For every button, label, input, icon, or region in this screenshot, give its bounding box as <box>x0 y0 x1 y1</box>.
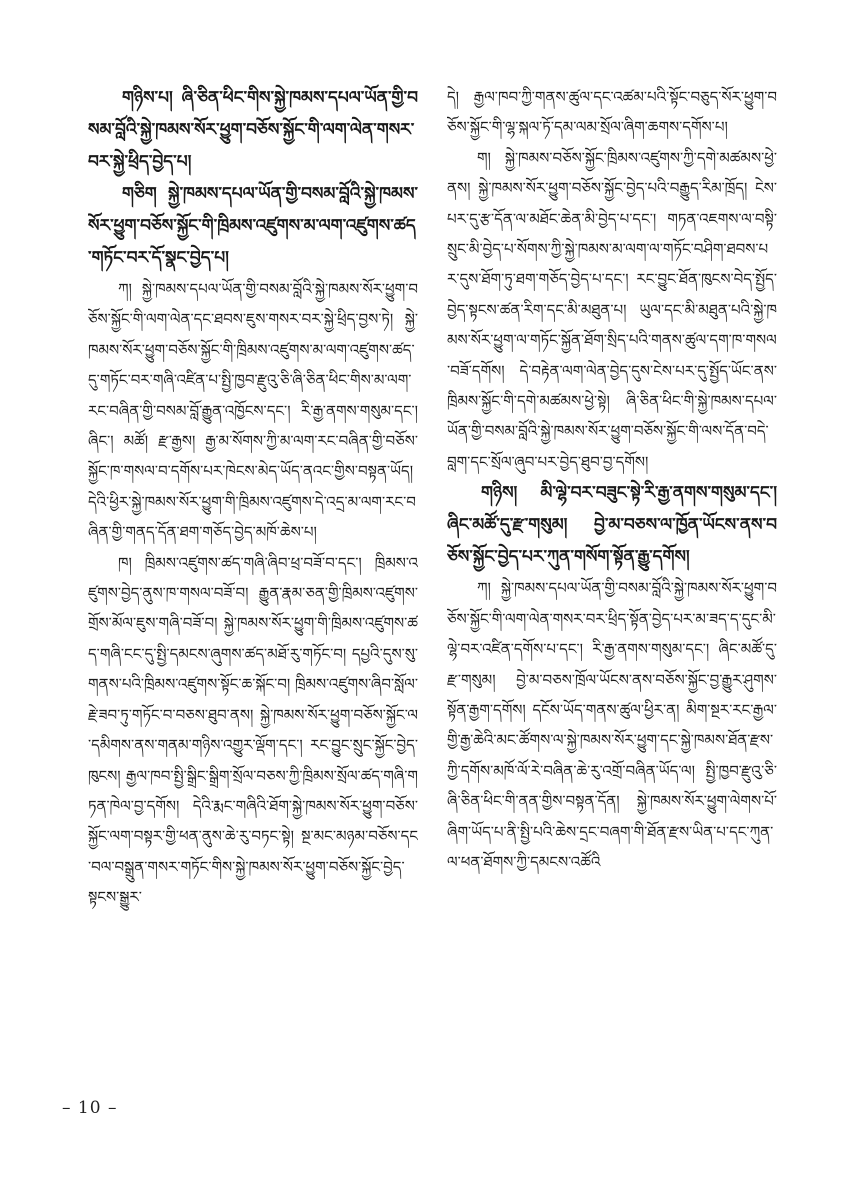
subsection-heading: གཉིས། མི་ལྷེ་བར་བཟུང་སྟེ་རི་རྒྱ་ནགས་གསུམ་དང་། ཞིང་མཚོ་དུ་རྫ་གསུམ། བྱེ་མ་བཅས་ལ་ཁྱོན་ཡོངས་ནས་བཅོས་སྐྱོང་བྱེད་པར་ཀུན་གསོག་སྟོན་རྒྱུ་དགོས། <box>447 483 777 568</box>
page-number: – 10 – <box>62 1098 118 1118</box>
subsection-heading: གཅིག སྐྱེ་ཁམས་དཔལ་ཡོན་གྱི་བསམ་བློའི་སྐྱེ་ཁམས་སོར་ཕྱུག་བཅོས་སྐྱོང་གི་ཁྲིམས་འཛུགས་མ་ལག་འཛུགས་ཚད་གཏོང་བར་དོ་སྣང་བྱེད་པ། <box>88 184 418 268</box>
body-paragraph: ཀ། སྐྱེ་ཁམས་དཔལ་ཡོན་གྱི་བསམ་བློའི་སྐྱེ་ཁམས་སོར་ཕྱུག་བཅོས་སྐྱོང་གི་ལག་ལེན་གསར་བར་ཕྲིད་སྟོན་བྱེད་པར་མ་ཟད་ད་དུང་མི་ལྷེ་བར་འཛིན་དགོས་པ་དང་། རི་རྒྱ་ནགས་གསུམ་དང་། ཞིང་མཚོ་དུ་རྫ་གསུམ། བྱེ་མ་བཅས་ཁྲོལ་ཡོངས་ནས་བཅོས་སྐྱོང་བྱ་རྒྱུར་ཤུགས་སྟོན་རྒྱག་དགོས། དངོས་ཡོད་གནས་ཚུལ་ཕྱིར་ན། མིག་སྔར་རང་རྒྱལ་གྱི་རྒྱ་ཆེའི་མང་ཚོགས་ལ་སྐྱེ་ཁམས་སོར་ཕྱུག་དང་སྐྱེ་ཁམས་ཐོན་རྫས་ཀྱི་དགོས་མཁོ་ལོ་རེ་བཞིན་ཆེ་རུ་འགྲོ་བཞིན་ཡོད་ལ། སྤྱི་ཁྱབ་རྫུའུ་ཅི་ཞི་ཅིན་ཕིང་གི་ནན་གྱིས་བསྟན་དོན། སྐྱེ་ཁམས་སོར་ཕྱུག་ལེགས་པོ་ཞིག་ཡོད་པ་ནི་སྤྱི་པའི་ཆེས་དྲང་བཞག་གི་ཐོན་རྫས་ཡིན་པ་དང་ཀུན་ལ་ཕན་ཐོགས་ཀྱི་དམངས་འཚོའི <box>447 579 777 871</box>
left-column <box>88 82 418 913</box>
body-paragraph: ཁ། ཁྲིམས་འཛུགས་ཚད་གཞི་ཞིབ་ཕྲ་བཟོ་བ་དང་། ཁྲིམས་འཛུགས་བྱེད་ནུས་ཁ་གསལ་བཟོ་བ། རྒྱུན་རྣམ་ཅན་གྱི་ཁྲིམས་འཛུགས་གྲོས་མོལ་ཇུས་གཞི་བཟོ་བ། སྐྱེ་ཁམས་སོར་ཕྱུག་གི་ཁྲིམས་འཛུགས་ཚད་གཞི་ངང་དུ་སྤྱི་དམངས་ཞུགས་ཚད་མཐོ་རུ་གཏོང་བ། དཔྱའི་དུས་སུ་གནས་པའི་ཁྲིམས་འཛུགས་སྟོང་ཆ་སྐོང་བ། ཁྲིམས་འཛུགས་ཞིབ་སློལ་རྗེ་ཟབ་ཏུ་གཏོང་བ་བཅས་ཐུབ་ནས། སྐྱེ་ཁམས་སོར་ཕྱུག་བཅོས་སྐྱོང་ལ་དམིགས་ནས་གནམ་གཉིས་འགྱུར་ལྡོག་དང་། རང་བྱུང་སྲུང་སྐྱོང་བྱེད་ཁུངས། རྒྱལ་ཁབ་སྤྱི་སྒྲིང་སྒྲིག་སྲོལ་བཅས་ཀྱི་ཁྲིམས་སྲོལ་ཚད་གཞི་གཏན་ཁེལ་བྱ་དགོས། དེའི་རྨང་གཞིའི་ཐོག་སྐྱེ་ཁམས་སོར་ཕྱུག་བཅོས་སྐྱོང་ལག་བསྟར་གྱི་ཕན་ནུས་ཆེ་རུ་བཏང་སྟེ། སྔ་མང་མཉམ་བཅོས་དང་བལ་བསྒྲུན་གསར་གཏོང་གིས་སྐྱེ་ཁམས་སོར་ཕྱུག་བཅོས་སྐྱོང་བྱེད་སྟངས་སྒྱུར་ <box>88 553 418 907</box>
right-column <box>447 82 777 877</box>
body-paragraph: ག། སྐྱེ་ཁམས་བཅོས་སྐྱོང་ཁྲིམས་འཛུགས་ཀྱི་དགེ་མཚམས་ཕྱེ་ནས། སྐྱེ་ཁམས་སོར་ཕྱུག་བཅོས་སྐྱོང་བྱེད་པའི་བརྒྱུད་རིམ་ཁྲོད། ངེས་པར་དུ་རྩ་དོན་ལ་མཐོང་ཆེན་མི་བྱེད་པ་དང་། གཏན་འཇགས་ལ་བསྟི་སྲུང་མི་བྱེད་པ་སོགས་ཀྱི་སྐྱེ་ཁམས་མ་ལག་ལ་གཏོང་བཤིག་ཐབས་པར་དུས་ཐོག་ཏུ་ཐག་གཅོད་བྱེད་པ་དང་། རང་བྱུང་ཐོན་ཁུངས་བེད་སྤྱོད་བྱེད་སྟངས་ཚན་རིག་དང་མི་མཐུན་པ། ཡུལ་དང་མི་མཐུན་པའི་སྐྱེ་ཁམས་སོར་ཕྱུག་ལ་གཏོང་སྐྱོན་ཐོག་སྲིད་པའི་གནས་ཚུལ་དག་ཁ་གསལ་བཟོ་དགོས། དེ་བརྟེན་ལག་ལེན་བྱེད་དུས་ངེས་པར་དུ་སྤྱོད་ཡོང་ནས་ཁྲིམས་སྐྱོང་གི་དགེ་མཚམས་ཕྱེ་སྟེ། ཞི་ཅིན་ཕིང་གི་སྐྱེ་ཁམས་དཔལ་ཡོན་གྱི་བསམ་བློའི་སྐྱེ་ཁམས་སོར་ཕྱུག་བཅོས་སྐྱོང་གི་ལས་དོན་བདེ་བླག་དང་སྲོལ་ཞུབ་པར་བྱེད་ཐུབ་བྱ་དགོས། <box>447 148 777 471</box>
section-heading: གཉིས་པ། ཞི་ཅིན་ཕིང་གིས་སྐྱེ་ཁམས་དཔལ་ཡོན་གྱི་བསམ་བློའི་སྐྱེ་ཁམས་སོར་ཕྱུག་བཅོས་སྐྱོང་གི་ལག་ལེན་གསར་བར་སྐྱེ་ཕྲིད་བྱེད་པ། <box>88 88 418 172</box>
body-paragraph-continued: དེ། རྒྱལ་ཁབ་ཀྱི་གནས་ཚུལ་དང་འཚམ་པའི་སྟོང་བཅུད་སོར་ཕྱུག་བཅོས་སྐྱོང་གི་ལྷ་སྐལ་ཏོ་དམ་ལམ་སྲོལ་ཞིག་ཆགས་དགོས་པ། <box>447 88 777 137</box>
body-paragraph: ཀ། སྐྱེ་ཁམས་དཔལ་ཡོན་གྱི་བསམ་བློའི་སྐྱེ་ཁམས་སོར་ཕྱུག་བཅོས་སྐྱོང་གི་ལག་ལེན་དང་ཐབས་ཇུས་གསར་བར་སྐྱེ་ཕྲིད་བྱས་ཏེ། སྐྱེ་ཁམས་སོར་ཕྱུག་བཅོས་སྐྱོང་གི་ཁྲིམས་འཛུགས་མ་ལག་འཛུགས་ཚད་དུ་གཏོང་བར་གཞི་འཛིན་པ་སྤྱི་ཁྱབ་རྫུའུ་ཅི་ཞི་ཅིན་ཕིང་གིས་མ་ལག་རང་བཞིན་གྱི་བསམ་བློ་རྒྱུན་འཁྱོངས་དང་། རི་རྒྱ་ནགས་གསུམ་དང་། ཞིང་། མཚོ། རྫ་རྒྱས། རྒྱ་མ་སོགས་ཀྱི་མ་ལག་རང་བཞིན་གྱི་བཅོས་སྐྱོང་ཁ་གསལ་བ་དགོས་པར་ཁེངས་མེད་ཡོད་ནའང་གྱིས་བསྟན་ཡོད། དེའི་ཕྱིར་སྐྱེ་ཁམས་སོར་ཕྱུག་གི་ཁྲིམས་འཛུགས་དེ་འདྲ་མ་ལག་རང་བཞིན་གྱི་གནད་དོན་ཐག་གཅོད་བྱེད་མཁོ་ཆེས་པ། <box>88 280 418 542</box>
